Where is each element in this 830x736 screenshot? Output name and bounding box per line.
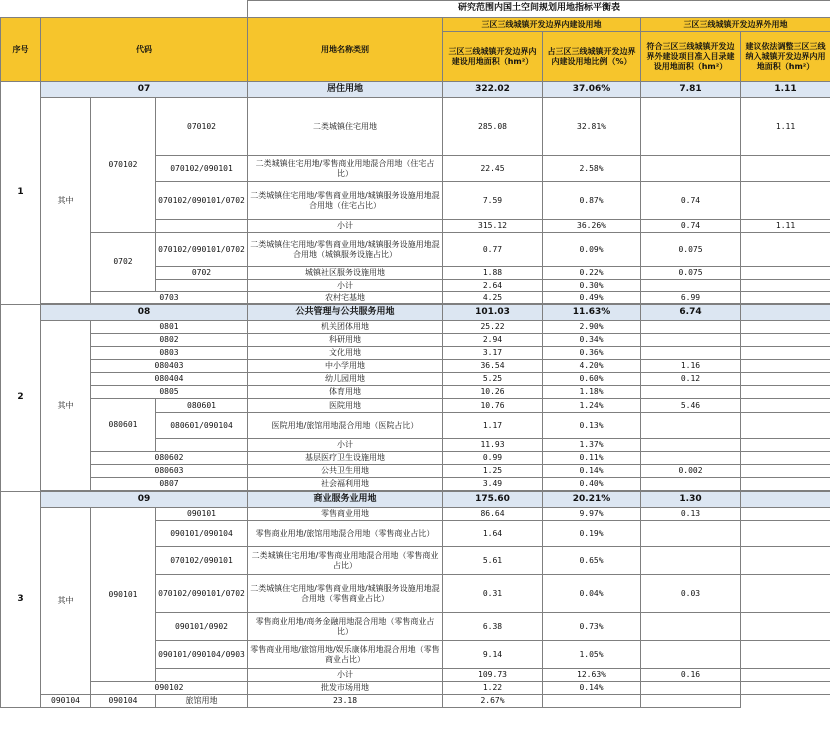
- out-b-value: [741, 641, 830, 669]
- area-value: 1.22: [443, 682, 543, 695]
- out-a-value: [641, 280, 741, 292]
- out-b-value: [741, 452, 830, 465]
- code-level-b: 070102/090101: [156, 156, 248, 182]
- area-value: 0.31: [443, 575, 543, 613]
- ratio-value: 1.05%: [543, 641, 641, 669]
- out-b-value: [741, 669, 830, 682]
- out-a-value: 5.46: [641, 399, 741, 413]
- area-value: 10.76: [443, 399, 543, 413]
- land-name: 体育用地: [248, 386, 443, 399]
- out-a-value: [641, 613, 741, 641]
- category-area: 175.60: [443, 492, 543, 508]
- code-level-b: 090104: [91, 695, 156, 708]
- subtotal-label: 小计: [248, 220, 443, 233]
- land-name: 二类城镇住宅用地/零售商业用地混合用地（零售商业占比）: [248, 547, 443, 575]
- category-out-b: [741, 305, 830, 321]
- code-level-b: 090101: [156, 508, 248, 521]
- area-value: 1.17: [443, 413, 543, 439]
- header-area-in: 三区三线城镇开发边界内建设用地面积（hm²）: [443, 32, 543, 82]
- table-row: [1, 373, 830, 386]
- land-name: 零售商业用地: [248, 508, 443, 521]
- ratio-value: 0.11%: [543, 452, 641, 465]
- land-name: 二类城镇住宅用地: [248, 98, 443, 156]
- out-b-value: [741, 373, 830, 386]
- ratio-value: 9.97%: [543, 508, 641, 521]
- area-value: 0.77: [443, 233, 543, 267]
- ratio-value: 0.14%: [543, 682, 641, 695]
- category-area: 322.02: [443, 82, 543, 98]
- out-a-value: [641, 321, 741, 334]
- land-name: 机关团体用地: [248, 321, 443, 334]
- ratio-value: 2.58%: [543, 156, 641, 182]
- out-a-value: 0.075: [641, 233, 741, 267]
- out-b-value: [741, 292, 830, 304]
- ratio-value: 36.26%: [543, 220, 641, 233]
- land-name: 医院用地: [248, 399, 443, 413]
- out-a-value: 6.99: [641, 292, 741, 304]
- ratio-value: 32.81%: [543, 98, 641, 156]
- header-ratio-in: 占三区三线城镇开发边界内建设用地比例（%）: [543, 32, 641, 82]
- code-value: 080603: [91, 465, 248, 478]
- area-value: 285.08: [443, 98, 543, 156]
- out-b-value: [741, 439, 830, 452]
- subtotal-label: 小计: [248, 439, 443, 452]
- out-a-value: 0.13: [641, 508, 741, 521]
- out-b-value: [741, 508, 830, 521]
- out-a-value: 1.16: [641, 360, 741, 373]
- land-name: 二类城镇住宅用地/零售商业用地/城镇服务设施用地混合用地（城镇服务设施占比）: [248, 233, 443, 267]
- code-level-b: 070102: [156, 98, 248, 156]
- ratio-value: 2.67%: [443, 695, 543, 708]
- row-index: 3: [1, 492, 41, 708]
- out-a-value: [641, 478, 741, 491]
- subtotal-label: 小计: [248, 280, 443, 292]
- code-level-b: 090101/090104/0903: [156, 641, 248, 669]
- area-value: 36.54: [443, 360, 543, 373]
- category-code: 08: [41, 305, 248, 321]
- table-row: [1, 465, 830, 478]
- land-name: 幼儿园用地: [248, 373, 443, 386]
- code-value: 080602: [91, 452, 248, 465]
- code-level-b: 090101/0902: [156, 613, 248, 641]
- header-out-a: 符合三区三线城镇开发边界外建设项目准入目录建设用地面积（hm²）: [641, 32, 741, 82]
- out-a-value: [641, 641, 741, 669]
- ratio-value: 0.19%: [543, 521, 641, 547]
- code-value: 0803: [91, 347, 248, 360]
- area-value: 1.25: [443, 465, 543, 478]
- ratio-value: 1.37%: [543, 439, 641, 452]
- out-a-value: [641, 334, 741, 347]
- ratio-value: 1.18%: [543, 386, 641, 399]
- area-value: 10.26: [443, 386, 543, 399]
- out-a-value: [641, 682, 741, 695]
- table-row: [1, 682, 830, 695]
- category-area: 101.03: [443, 305, 543, 321]
- out-b-value: [741, 347, 830, 360]
- area-value: 6.38: [443, 613, 543, 641]
- code-level-b: 070102/090101/0702: [156, 575, 248, 613]
- qizhong-label: 其中: [41, 98, 91, 304]
- category-code: 09: [41, 492, 248, 508]
- code-level-a: 090101: [91, 508, 156, 682]
- table-row: [1, 334, 830, 347]
- out-b-value: 1.11: [741, 220, 830, 233]
- area-value: 1.64: [443, 521, 543, 547]
- out-b-value: [641, 695, 741, 708]
- header-code: 代码: [41, 18, 248, 82]
- category-out-b: [741, 492, 830, 508]
- out-b-value: [741, 399, 830, 413]
- out-a-value: 0.74: [641, 220, 741, 233]
- area-value: 3.49: [443, 478, 543, 491]
- code-level-b: 070102/090101: [156, 547, 248, 575]
- code-level-b: 080601: [156, 399, 248, 413]
- out-b-value: [741, 413, 830, 439]
- table-row: [1, 478, 830, 491]
- land-name: 基层医疗卫生设施用地: [248, 452, 443, 465]
- code-level-b: 0702: [156, 267, 248, 280]
- ratio-value: 0.65%: [543, 547, 641, 575]
- out-a-value: [641, 413, 741, 439]
- table-title: 研究范围内国土空间规划用地指标平衡表: [248, 1, 830, 18]
- area-value: 4.25: [443, 292, 543, 304]
- land-name: 中小学用地: [248, 360, 443, 373]
- header-group-out: 三区三线城镇开发边界外用地: [641, 18, 830, 32]
- area-value: 2.64: [443, 280, 543, 292]
- land-name: 医院用地/旅馆用地混合用地（医院占比）: [248, 413, 443, 439]
- area-value: 22.45: [443, 156, 543, 182]
- category-name: 公共管理与公共服务用地: [248, 305, 443, 321]
- out-b-value: [741, 280, 830, 292]
- category-out-a: 7.81: [641, 82, 741, 98]
- out-b-value: [741, 233, 830, 267]
- ratio-value: 0.60%: [543, 373, 641, 386]
- header-index: 序号: [1, 18, 41, 82]
- header-name: 用地名称类别: [248, 18, 443, 82]
- category-out-b: 1.11: [741, 82, 830, 98]
- subtotal-label: 小计: [248, 669, 443, 682]
- table-row: [1, 695, 830, 708]
- out-a-value: [641, 452, 741, 465]
- area-value: 315.12: [443, 220, 543, 233]
- land-name: 城镇社区服务设施用地: [248, 267, 443, 280]
- category-out-a: 6.74: [641, 305, 741, 321]
- land-name: 农村宅基地: [248, 292, 443, 304]
- out-b-value: [741, 182, 830, 220]
- land-name: 二类城镇住宅用地/零售商业用地/城镇服务设施用地混合用地（住宅占比）: [248, 182, 443, 220]
- table-row: [1, 386, 830, 399]
- category-ratio: 20.21%: [543, 492, 641, 508]
- ratio-value: 2.90%: [543, 321, 641, 334]
- qizhong-label: 其中: [41, 321, 91, 491]
- code-level-b: 070102/090101/0702: [156, 182, 248, 220]
- code-value: 0805: [91, 386, 248, 399]
- land-name: 二类城镇住宅用地/零售商业用地/城镇服务设施用地混合用地（零售商业占比）: [248, 575, 443, 613]
- area-value: 5.25: [443, 373, 543, 386]
- area-value: 3.17: [443, 347, 543, 360]
- table-row: [1, 233, 830, 267]
- header-group-in: 三区三线城镇开发边界内建设用地: [443, 18, 641, 32]
- code-value: 0807: [91, 478, 248, 491]
- qizhong-label: 其中: [41, 508, 91, 695]
- area-value: 11.93: [443, 439, 543, 452]
- land-name: 二类城镇住宅用地/零售商业用地混合用地（住宅占比）: [248, 156, 443, 182]
- header-out-b: 建议依法调整三区三线纳入城镇开发边界内用地面积（hm²）: [741, 32, 830, 82]
- out-a-value: [641, 521, 741, 547]
- land-name: 文化用地: [248, 347, 443, 360]
- out-b-value: [741, 321, 830, 334]
- out-a-value: [641, 156, 741, 182]
- code-value: 0801: [91, 321, 248, 334]
- area-value: 1.88: [443, 267, 543, 280]
- out-a-value: [543, 695, 641, 708]
- table-row: [1, 347, 830, 360]
- table-row: [1, 292, 830, 304]
- out-b-value: [741, 682, 830, 695]
- out-b-value: [741, 478, 830, 491]
- code-level-a: 070102: [91, 98, 156, 233]
- area-value: 23.18: [248, 695, 443, 708]
- land-name: 零售商业用地/旅馆用地/娱乐康体用地混合用地（零售商业占比）: [248, 641, 443, 669]
- code-value: 080404: [91, 373, 248, 386]
- land-name: 科研用地: [248, 334, 443, 347]
- code-level-b: 090101/090104: [156, 521, 248, 547]
- area-value: 25.22: [443, 321, 543, 334]
- code-value: 0703: [91, 292, 248, 304]
- land-name: 批发市场用地: [248, 682, 443, 695]
- ratio-value: 0.36%: [543, 347, 641, 360]
- area-value: 0.99: [443, 452, 543, 465]
- land-name: 社会福利用地: [248, 478, 443, 491]
- category-out-a: 1.30: [641, 492, 741, 508]
- table-row: [1, 98, 830, 156]
- ratio-value: 0.09%: [543, 233, 641, 267]
- out-b-value: [741, 360, 830, 373]
- out-a-value: 0.002: [641, 465, 741, 478]
- area-value: 9.14: [443, 641, 543, 669]
- code-level-a: 0702: [91, 233, 156, 292]
- out-b-value: [741, 267, 830, 280]
- ratio-value: 12.63%: [543, 669, 641, 682]
- out-b-value: [741, 521, 830, 547]
- code-level-b: 070102/090101/0702: [156, 233, 248, 267]
- code-level-a: 090104: [41, 695, 91, 708]
- out-a-value: [641, 439, 741, 452]
- code-value: 080403: [91, 360, 248, 373]
- code-level-b: 080601/090104: [156, 413, 248, 439]
- out-a-value: [641, 386, 741, 399]
- code-value: 090102: [91, 682, 248, 695]
- out-b-value: [741, 156, 830, 182]
- category-name: 商业服务业用地: [248, 492, 443, 508]
- ratio-value: 0.40%: [543, 478, 641, 491]
- area-value: 86.64: [443, 508, 543, 521]
- area-value: 7.59: [443, 182, 543, 220]
- ratio-value: 0.14%: [543, 465, 641, 478]
- land-name: 零售商业用地/商务金融用地混合用地（零售商业占比）: [248, 613, 443, 641]
- land-name: 零售商业用地/旅馆用地混合用地（零售商业占比）: [248, 521, 443, 547]
- ratio-value: 0.49%: [543, 292, 641, 304]
- category-ratio: 37.06%: [543, 82, 641, 98]
- ratio-value: 0.22%: [543, 267, 641, 280]
- out-a-value: [641, 98, 741, 156]
- category-ratio: 11.63%: [543, 305, 641, 321]
- out-b-value: [741, 465, 830, 478]
- out-b-value: [741, 547, 830, 575]
- ratio-value: 0.13%: [543, 413, 641, 439]
- row-index: 2: [1, 305, 41, 492]
- ratio-value: 4.20%: [543, 360, 641, 373]
- code-value: 0802: [91, 334, 248, 347]
- out-a-value: 0.03: [641, 575, 741, 613]
- out-a-value: 0.16: [641, 669, 741, 682]
- ratio-value: 0.87%: [543, 182, 641, 220]
- table-row: [1, 508, 830, 521]
- category-code: 07: [41, 82, 248, 98]
- ratio-value: 0.04%: [543, 575, 641, 613]
- out-a-value: 0.12: [641, 373, 741, 386]
- out-b-value: [741, 334, 830, 347]
- out-a-value: [641, 547, 741, 575]
- ratio-value: 0.73%: [543, 613, 641, 641]
- out-a-value: [641, 347, 741, 360]
- out-b-value: [741, 386, 830, 399]
- ratio-value: 0.34%: [543, 334, 641, 347]
- out-a-value: 0.74: [641, 182, 741, 220]
- area-value: 5.61: [443, 547, 543, 575]
- out-b-value: 1.11: [741, 98, 830, 156]
- table-row: [1, 321, 830, 334]
- code-level-a: 080601: [91, 399, 156, 452]
- ratio-value: 1.24%: [543, 399, 641, 413]
- out-b-value: [741, 613, 830, 641]
- row-index: 1: [1, 82, 41, 305]
- table-row: [1, 452, 830, 465]
- area-value: 2.94: [443, 334, 543, 347]
- land-name: 公共卫生用地: [248, 465, 443, 478]
- category-name: 居住用地: [248, 82, 443, 98]
- out-b-value: [741, 575, 830, 613]
- table-row: [1, 399, 830, 413]
- table-row: [1, 360, 830, 373]
- area-value: 109.73: [443, 669, 543, 682]
- ratio-value: 0.30%: [543, 280, 641, 292]
- land-name: 旅馆用地: [156, 695, 248, 708]
- out-a-value: 0.075: [641, 267, 741, 280]
